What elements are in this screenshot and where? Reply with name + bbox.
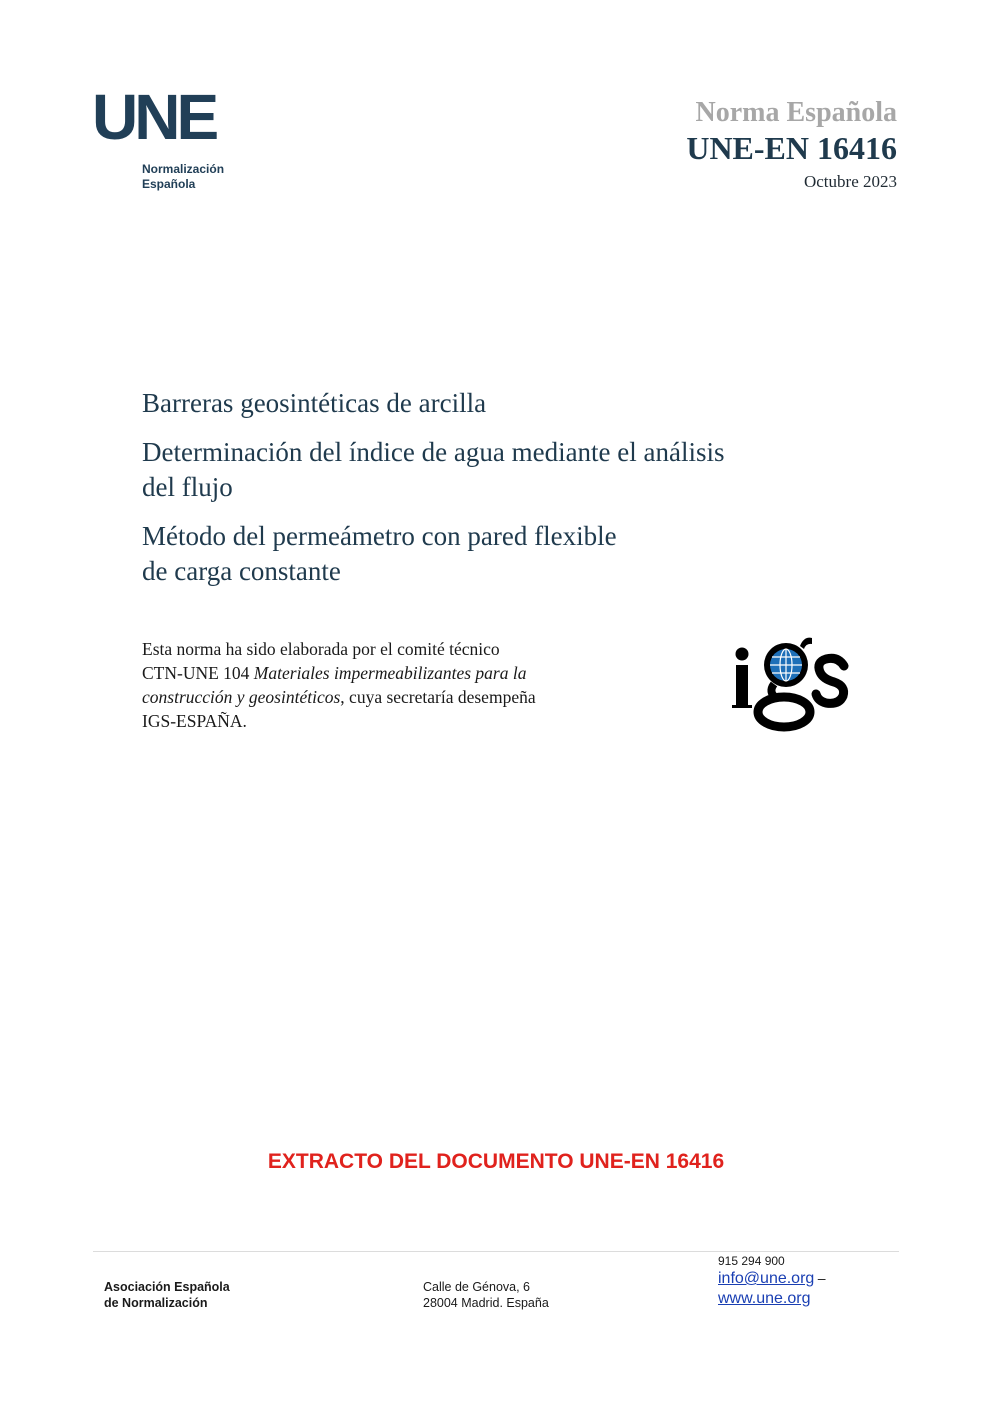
- committee-name-part2: construcción y geosintéticos: [142, 687, 341, 707]
- footer-org-line1: Asociación Española: [104, 1280, 230, 1294]
- title-subtitle: Determinación del índice de agua mediante el análisis del flujo: [142, 437, 725, 502]
- committee-statement: [142, 637, 642, 733]
- footer-email-row: [718, 1269, 826, 1289]
- committee-line-3: [142, 685, 642, 709]
- footer-address: [423, 1279, 549, 1311]
- standard-label: Norma Española: [695, 97, 897, 128]
- publication-date: Octubre 2023: [803, 172, 897, 191]
- footer-divider: [93, 1251, 899, 1252]
- une-logo: [92, 81, 232, 198]
- committee-code: CTN-UNE 104: [142, 663, 250, 683]
- une-logo-subtitle-line2: Española: [142, 177, 196, 191]
- extract-notice: EXTRACTO DEL DOCUMENTO UNE-EN 16416: [267, 1150, 725, 1173]
- email-link[interactable]: info@une.org: [718, 1270, 815, 1287]
- website-link[interactable]: www.une.org: [718, 1290, 811, 1307]
- footer-separator: –: [817, 1270, 826, 1286]
- committee-name-part1: Materiales impermeabilizantes para la: [253, 663, 527, 683]
- document-titles: [142, 386, 862, 603]
- igs-logo-icon: [730, 632, 855, 732]
- standard-header: [686, 98, 897, 196]
- committee-line-1: Esta norma ha sido elaborada por el comité técnico: [142, 639, 500, 659]
- committee-line-2: [142, 661, 642, 685]
- footer-org-line2: de Normalización: [104, 1296, 208, 1310]
- standard-code: UNE-EN 16416: [686, 130, 897, 166]
- une-logo-wordmark: UNE: [92, 81, 216, 153]
- title-main: Barreras geosintéticas de arcilla: [142, 388, 487, 418]
- footer-organization: [104, 1279, 230, 1311]
- igs-logo: [730, 632, 855, 732]
- une-logo-subtitle-line1: Normalización: [142, 162, 225, 176]
- footer-contact: [718, 1253, 826, 1309]
- title-method: Método del permeámetro con pared flexible de carga constante: [142, 521, 617, 586]
- committee-secretariat-text: , cuya secretaría desempeña: [340, 687, 536, 707]
- footer-addr-line2: 28004 Madrid. España: [423, 1296, 549, 1310]
- committee-line-4: IGS-ESPAÑA.: [142, 711, 247, 731]
- footer-phone: 915 294 900: [718, 1254, 785, 1268]
- une-logo-subtitle: [142, 162, 232, 192]
- footer-addr-line1: Calle de Génova, 6: [423, 1280, 531, 1294]
